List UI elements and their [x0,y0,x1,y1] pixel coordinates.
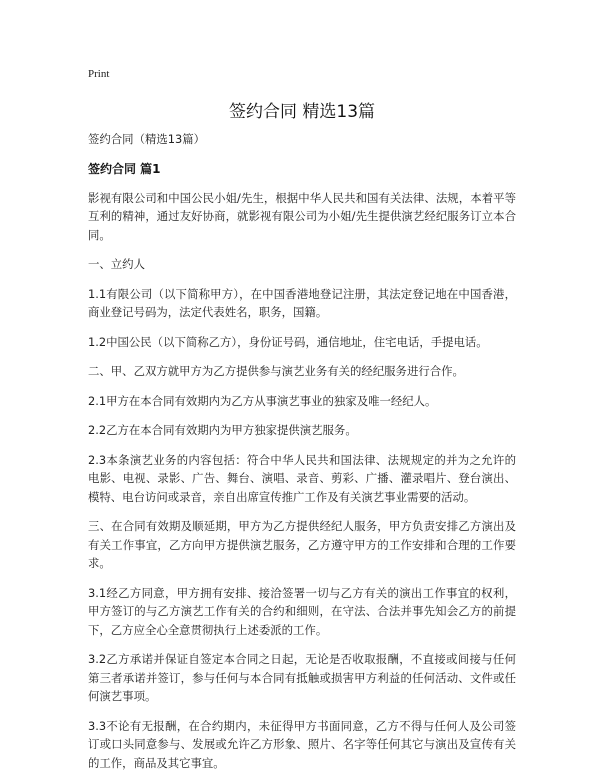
paragraph-heading-term: 三、在合同有效期及顺延期，甲方为乙方提供经纪人服务，甲方负责安排乙方演出及有关工作事宜，乙方向甲方提供演艺服务，乙方遵守甲方的工作安排和合理的工作要求。 [88,519,516,570]
paragraph-2-2: 2.2乙方在本合同有效期内为甲方独家提供演艺服务。 [88,423,357,437]
paragraph-heading-cooperation: 二、甲、乙双方就甲方为乙方提供参与演艺业务有关的经纪服务进行合作。 [88,364,464,378]
paragraph-2-1: 2.1甲方在本合同有效期内为乙方从事演艺事业的独家及唯一经纪人。 [88,393,437,408]
document-body [88,130,516,783]
paragraph-intro: 影视有限公司和中国公民小姐/先生，根据中华人民共和国有关法律、法规，本着平等互利的精神，通过友好协商，就影视有限公司为小姐/先生提供演艺经纪服务订立本合同。 [88,190,516,242]
document-subtitle: 签约合同（精选13篇） [88,132,206,146]
paragraph-3-1: 3.1经乙方同意，甲方拥有安排、接洽签署一切与乙方有关的演出工作事宜的权利，甲方签订的与乙方演艺工作有关的合约和细则，在守法、合法并事先知会乙方的前提下，乙方应全心全意贯彻执行上述委派的工作。 [88,585,516,637]
paragraph-heading-parties: 一、立约人 [88,257,145,271]
print-link[interactable]: Print [88,68,110,80]
paragraph-1-2: 1.2中国公民（以下简称乙方），身份证号码，通信地址，住宅电话，手提电话。 [88,334,488,349]
page-title: 签约合同 精选13篇 [228,102,376,122]
section-title: 签约合同 篇1 [88,161,161,176]
paragraph-3-3: 3.3不论有无报酬，在合约期内，未征得甲方书面同意，乙方不得与任何人及公司签订或口头同意参与、发展或允许乙方形象、照片、名字等任何其它与演出及宣传有关的工作，商品及其它事宜。 [88,718,516,770]
paragraph-1-1: 1.1有限公司（以下简称甲方），在中国香港地登记注册，其法定登记地在中国香港，商业登记号码为，法定代表姓名，职务，国籍。 [88,286,516,319]
paragraph-2-3: 2.3本条演艺业务的内容包括：符合中华人民共和国法律、法规规定的并为之允许的电影、电视、录影、广告、舞台、演唱、录音、剪彩、广播、灌录唱片、登台演出、模特、电台访问或录音，亲自出席宣传推广工作及有关演艺事业需要的活动。 [88,452,516,504]
paragraph-3-2: 3.2乙方承诺并保证自签定本合同之日起，无论是否收取报酬，不直接或间接与任何第三者承诺并签订，参与任何与本合同有抵触或损害甲方利益的任何活动、文件或任何演艺事项。 [88,652,516,703]
